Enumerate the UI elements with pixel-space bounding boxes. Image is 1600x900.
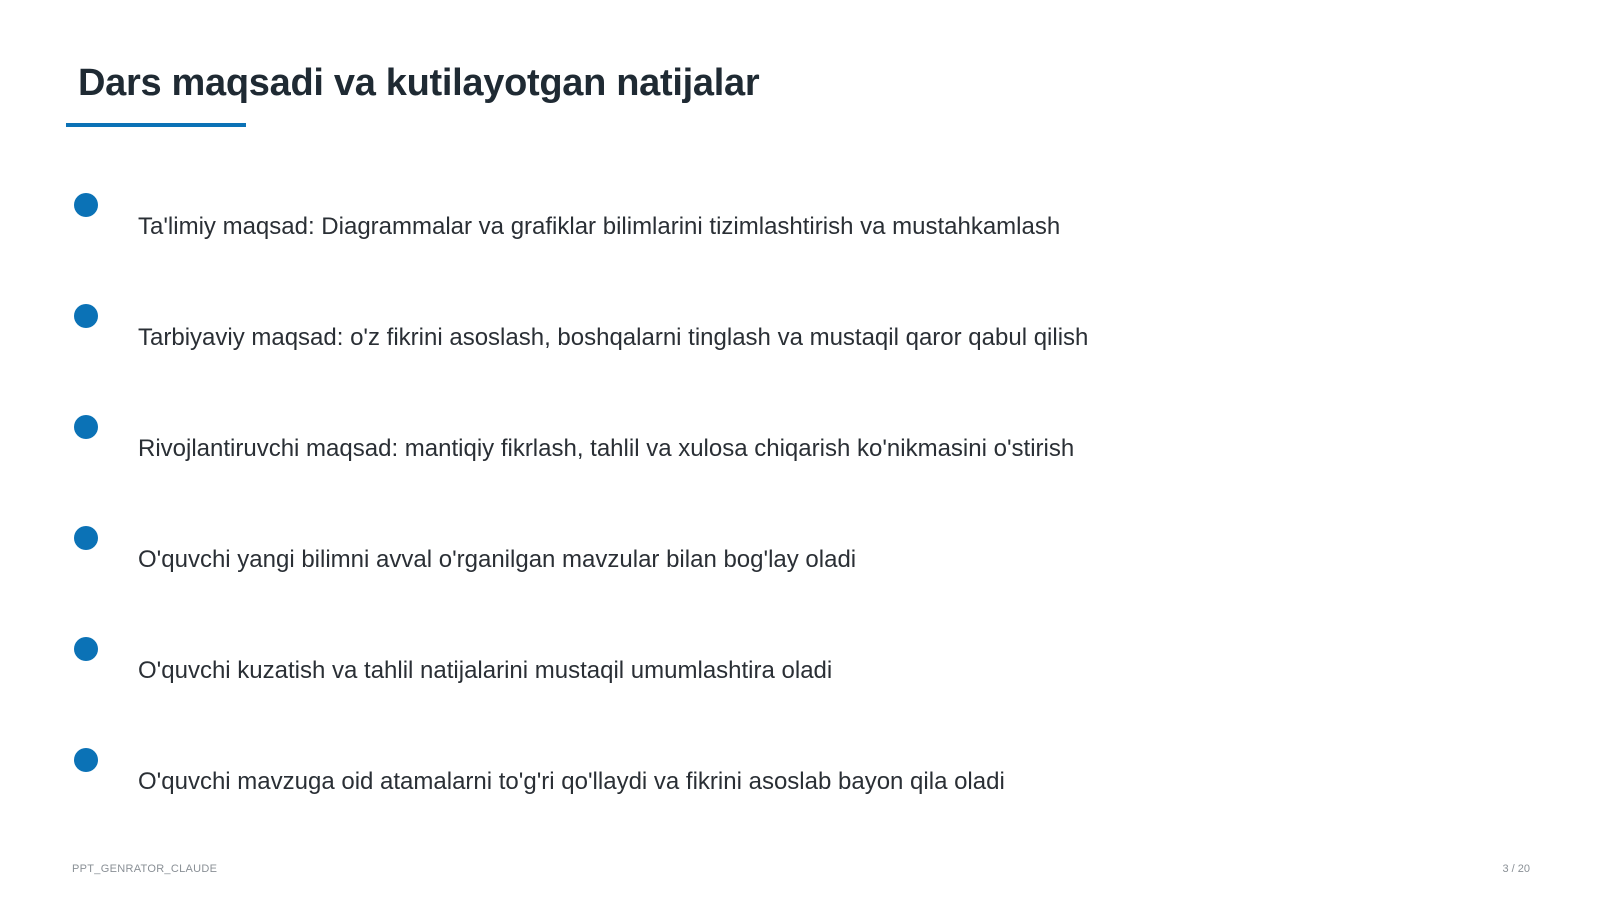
bullet-dot-icon — [74, 304, 98, 328]
bullet-dot-icon — [74, 637, 98, 661]
title-underline — [66, 123, 246, 127]
bullet-item — [0, 748, 1500, 828]
footer-source-label: PPT_GENRATOR_CLAUDE — [72, 863, 218, 875]
bullet-text: Tarbiyaviy maqsad: o'z fikrini asoslash, boshqalarni tinglash va mustaqil qaror qabul qilish — [138, 324, 1089, 351]
bullet-dot-icon — [74, 415, 98, 439]
bullet-text: O'quvchi yangi bilimni avval o'rganilgan mavzular bilan bog'lay oladi — [138, 546, 857, 573]
bullet-item — [0, 193, 1500, 273]
bullet-item — [0, 637, 1500, 717]
bullet-text: O'quvchi mavzuga oid atamalarni to'g'ri qo'llaydi va fikrini asoslab bayon qila oladi — [138, 768, 1005, 795]
bullet-text: Ta'limiy maqsad: Diagrammalar va grafiklar bilimlarini tizimlashtirish va mustahkamlash — [138, 213, 1061, 240]
bullet-item — [0, 526, 1500, 606]
bullet-dot-icon — [74, 748, 98, 772]
page-indicator: 3 / 20 — [1502, 863, 1530, 875]
bullet-dot-icon — [74, 193, 98, 217]
bullet-item — [0, 415, 1500, 495]
bullet-text: Rivojlantiruvchi maqsad: mantiqiy fikrlash, tahlil va xulosa chiqarish ko'nikmasini o'stirish — [138, 435, 1075, 462]
bullet-text: O'quvchi kuzatish va tahlil natijalarini mustaqil umumlashtira oladi — [138, 657, 833, 684]
slide-title: Dars maqsadi va kutilayotgan natijalar — [78, 62, 760, 104]
bullet-item — [0, 304, 1500, 384]
bullet-dot-icon — [74, 526, 98, 550]
